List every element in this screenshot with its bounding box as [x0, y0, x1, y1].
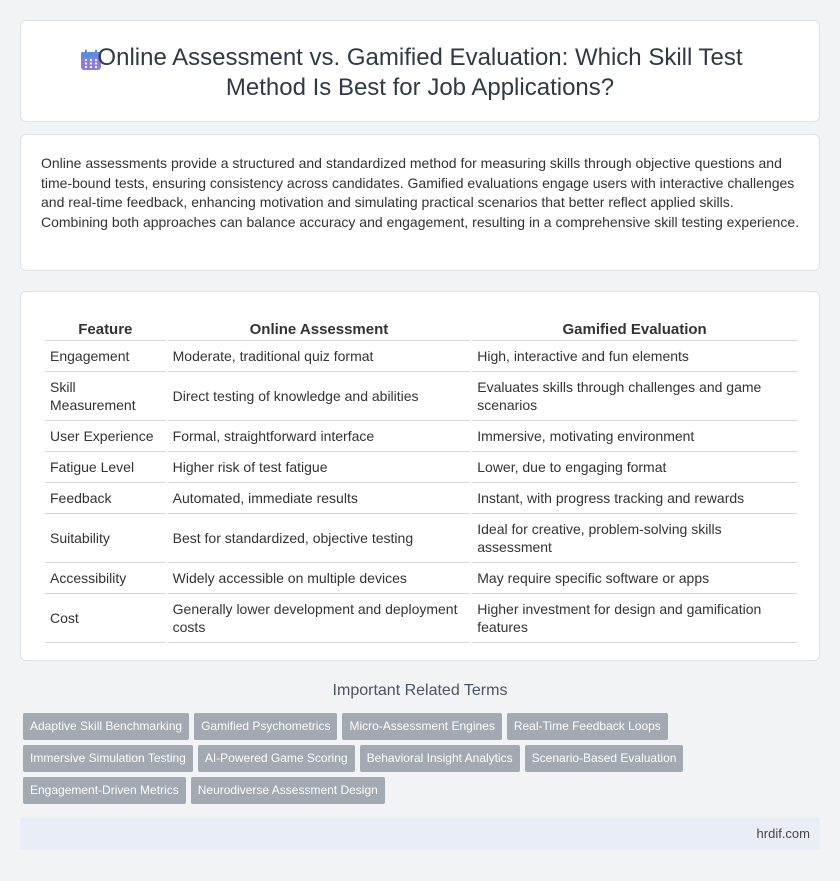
related-term-tag[interactable]: Neurodiverse Assessment Design — [191, 777, 385, 804]
table-row — [45, 372, 797, 421]
online-assessment-cell: Best for standardized, objective testing — [168, 514, 471, 563]
table-row — [45, 483, 797, 514]
feature-cell: Suitability — [45, 514, 166, 563]
feature-cell: Skill Measurement — [45, 372, 166, 421]
page-title — [21, 43, 819, 103]
gamified-evaluation-cell: Higher investment for design and gamification features — [472, 594, 797, 643]
gamified-evaluation-cell: May require specific software or apps — [472, 563, 797, 594]
table-row — [45, 514, 797, 563]
table-row — [45, 341, 797, 372]
gamified-evaluation-cell: Evaluates skills through challenges and game scenarios — [472, 372, 797, 421]
feature-cell: Cost — [45, 594, 166, 643]
online-assessment-cell: Automated, immediate results — [168, 483, 471, 514]
page-title-line-1: Online Assessment vs. Gamified Evaluation: Which Skill Test — [97, 44, 743, 71]
page-title-line-2: Method Is Best for Job Applications? — [225, 74, 615, 101]
column-header-feature: Feature — [45, 314, 166, 341]
table-row — [45, 452, 797, 483]
related-term-tag[interactable]: Real-Time Feedback Loops — [507, 713, 668, 740]
table-row — [45, 594, 797, 643]
related-term-tag[interactable]: Micro-Assessment Engines — [342, 713, 501, 740]
related-term-tag[interactable]: Behavioral Insight Analytics — [360, 745, 520, 772]
gamified-evaluation-cell: Lower, due to engaging format — [472, 452, 797, 483]
tag-row — [23, 777, 723, 804]
footer-site-link[interactable]: hrdif.com — [756, 826, 810, 841]
footer — [20, 817, 820, 850]
summary-card — [20, 134, 820, 271]
comparison-table-card — [20, 291, 820, 661]
online-assessment-cell: Moderate, traditional quiz format — [168, 341, 471, 372]
online-assessment-cell: Formal, straightforward interface — [168, 421, 471, 452]
column-header-online-assessment: Online Assessment — [168, 314, 471, 341]
column-header-gamified-evaluation: Gamified Evaluation — [472, 314, 797, 341]
online-assessment-cell: Widely accessible on multiple devices — [168, 563, 471, 594]
summary-text: Online assessments provide a structured and standardized method for measuring skills through objective questions and time-bound tests, ensuring consistency across candidates. Gamified evaluations engage users with interactive challenges and real-time feedback, enhancing motivation and simulating practical scenarios that better reflect applied skills. Combining both approaches can balance accuracy and engagement, resulting in a comprehensive skill testing experience. — [41, 155, 800, 230]
table-header-row — [45, 314, 797, 341]
feature-cell: Fatigue Level — [45, 452, 166, 483]
related-terms-tags — [23, 713, 723, 809]
online-assessment-cell: Higher risk of test fatigue — [168, 452, 471, 483]
related-term-tag[interactable]: Gamified Psychometrics — [194, 713, 337, 740]
feature-cell: Feedback — [45, 483, 166, 514]
gamified-evaluation-cell: Immersive, motivating environment — [472, 421, 797, 452]
gamified-evaluation-cell: Ideal for creative, problem-solving skills assessment — [472, 514, 797, 563]
table-row — [45, 563, 797, 594]
related-terms-title: Important Related Terms — [332, 682, 508, 699]
online-assessment-cell: Direct testing of knowledge and abilities — [168, 372, 471, 421]
related-term-tag[interactable]: Scenario-Based Evaluation — [525, 745, 684, 772]
related-term-tag[interactable]: Immersive Simulation Testing — [23, 745, 193, 772]
tag-row — [23, 745, 723, 772]
table-row — [45, 421, 797, 452]
gamified-evaluation-cell: High, interactive and fun elements — [472, 341, 797, 372]
feature-cell: Engagement — [45, 341, 166, 372]
related-term-tag[interactable]: AI-Powered Game Scoring — [198, 745, 355, 772]
related-term-tag[interactable]: Adaptive Skill Benchmarking — [23, 713, 189, 740]
gamified-evaluation-cell: Instant, with progress tracking and rewards — [472, 483, 797, 514]
tag-row — [23, 713, 723, 740]
feature-cell: User Experience — [45, 421, 166, 452]
comparison-table — [43, 314, 799, 643]
header-card — [20, 20, 820, 122]
online-assessment-cell: Generally lower development and deployment costs — [168, 594, 471, 643]
feature-cell: Accessibility — [45, 563, 166, 594]
related-term-tag[interactable]: Engagement-Driven Metrics — [23, 777, 186, 804]
